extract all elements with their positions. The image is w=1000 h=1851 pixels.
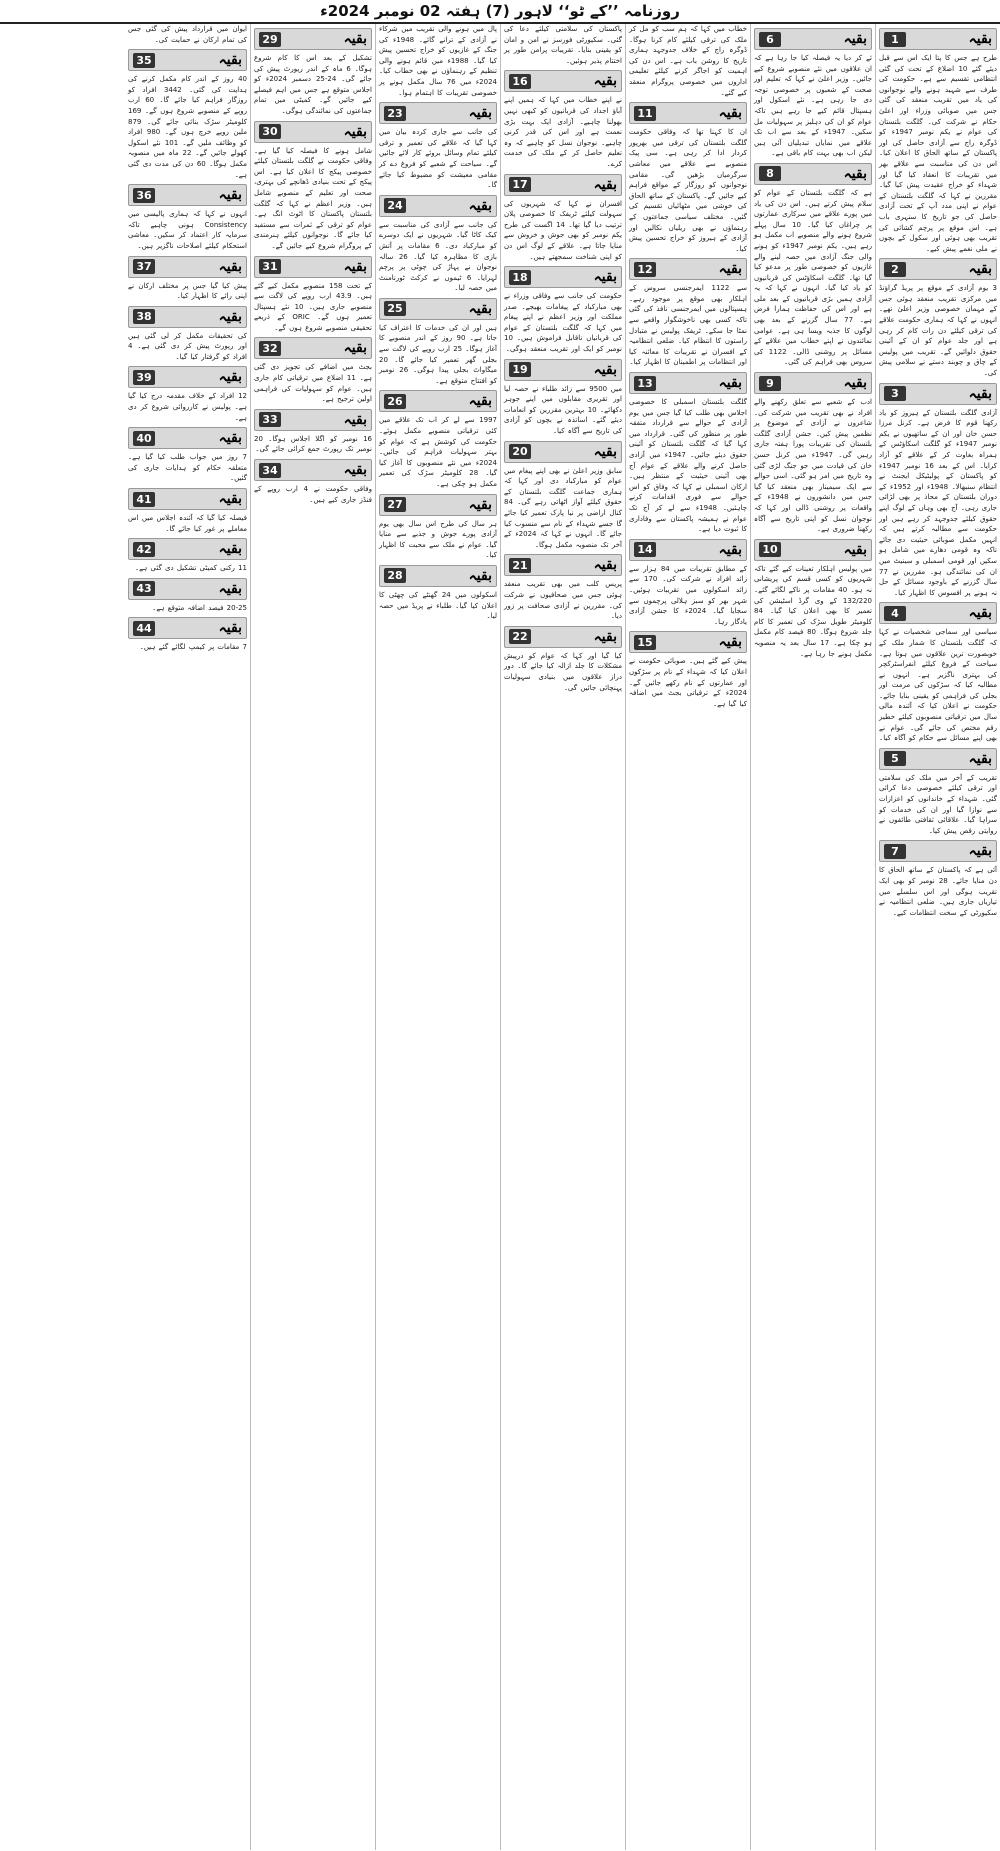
article-text: ہر سال کی طرح اس سال بھی یوم آزادی پورے جوش و جذبے سے منایا گیا۔ عوام نے ملک سے محبت کا اظہار کیا۔	[379, 519, 497, 560]
continuation-banner	[379, 494, 497, 516]
article-text: فیصلہ کیا گیا کہ آئندہ اجلاس میں اس معاملے پر غور کیا جائے گا۔	[128, 514, 247, 533]
article-continuation	[254, 121, 372, 252]
continuation-number: 4	[884, 606, 906, 621]
continuation-banner	[504, 70, 622, 92]
article-text: 16 نومبر کو اگلا اجلاس ہوگا۔ 20 نومبر تک رپورٹ جمع کرائی جائے گی۔	[254, 434, 372, 454]
continuation-label: بقیہ	[718, 375, 742, 392]
article-text: وفاقی حکومت نے 4 ارب روپے کے فنڈز جاری کیے ہیں۔	[254, 485, 372, 504]
column-7	[125, 24, 250, 1850]
article-text: کی جانب سے جاری کردہ بیان میں کہا گیا کہ علاقے کی تعمیر و ترقی کیلئے تمام وسائل بروئے کار لائے جائیں گے۔ سیاحت کے شعبے کو فروغ دے کر مقامی معیشت کو مضبوط کیا جائے گا۔	[379, 128, 497, 190]
continuation-label: بقیہ	[343, 340, 367, 357]
article-continuation	[379, 494, 497, 561]
continuation-number: 23	[384, 106, 406, 121]
continuation-label: بقیہ	[843, 375, 867, 392]
continuation-banner	[379, 390, 497, 412]
continuation-label: بقیہ	[468, 567, 492, 584]
continuation-label: بقیہ	[218, 187, 242, 204]
continuation-number: 13	[634, 376, 656, 391]
continuation-number: 15	[634, 635, 656, 650]
continuation-number: 17	[509, 177, 531, 192]
continuation-banner	[128, 366, 247, 388]
article-text: بجٹ میں اضافے کی تجویز دی گئی ہے۔ 11 اضلاع میں ترقیاتی کام جاری ہیں۔ عوام کو سہولیات کی فراہمی اولین ترجیح ہے۔	[254, 363, 372, 404]
continuation-number: 14	[634, 542, 656, 557]
article-text: پاکستان کی سلامتی کیلئے دعا کی گئی۔ سکیورٹی فورسز نے امن و امان کو یقینی بنایا۔ تقریبات پرامن طور پر اختتام پذیر ہوئیں۔	[504, 25, 622, 65]
continuation-banner	[254, 28, 372, 50]
continuation-number: 22	[509, 629, 531, 644]
continuation-banner	[128, 427, 247, 449]
continuation-label: بقیہ	[218, 308, 242, 325]
continuation-label: بقیہ	[593, 557, 617, 574]
column-6	[250, 24, 375, 1850]
continuation-label: بقیہ	[218, 258, 242, 275]
article-continuation	[128, 427, 247, 484]
article-text: نے اپنے خطاب میں کہا کہ ہمیں اپنے آباؤ اجداد کی قربانیوں کو کبھی نہیں بھولنا چاہیے۔ آزادی ایک بہت بڑی نعمت ہے اور اس کی قدر کرنی چاہیے۔ نوجوان نسل کو چاہیے کہ وہ تعلیم حاصل کر کے ملک کی خدمت کرے۔	[504, 96, 622, 168]
article-text: کے مطابق تقریبات میں 84 ہزار سے زائد افراد نے شرکت کی۔ 170 سے زائد اسکولوں میں تقریبات ہوئیں۔ شہر بھر کو سبز ہلالی پرچموں سے سجایا گیا۔ 2024ء کا جشن آزادی یادگار رہا۔	[629, 564, 747, 626]
continuation-number: 26	[384, 394, 406, 409]
continuation-banner	[879, 840, 997, 862]
article-text: ان کا کہنا تھا کہ وفاقی حکومت گلگت بلتستان کی ترقی میں بھرپور کردار ادا کر رہی ہے۔ سی پیک منصوبے سے علاقے میں معاشی سرگرمیاں بڑھیں گی۔ مقامی نوجوانوں کو روزگار کے مواقع فراہم کیے جائیں گے۔ پاکستان کے ساتھ الحاق کی خوشی میں مٹھائیاں تقسیم کی گئیں۔ مختلف سیاسی جماعتوں کے رہنماؤں نے بھی ریلیاں نکالیں اور آزادی کے ہیروز کو خراج تحسین پیش کیا۔	[629, 128, 747, 253]
continuation-number: 29	[259, 32, 281, 47]
article-continuation	[754, 539, 872, 659]
continuation-label: بقیہ	[343, 123, 367, 140]
continuation-number: 43	[133, 581, 155, 596]
continuation-number: 20	[509, 444, 531, 459]
continuation-label: بقیہ	[593, 73, 617, 90]
continuation-label: بقیہ	[593, 361, 617, 378]
article-continuation	[629, 372, 747, 535]
article-continuation	[504, 174, 622, 263]
article-text: سابق وزیر اعلیٰ نے بھی اپنے پیغام میں عوام کو مبارکباد دی اور کہا کہ ہماری جماعت گلگت بلتستان کے حقوق کیلئے آواز اٹھاتی رہے گی۔ 84 کنال اراضی پر نیا پارک تعمیر کیا جائے گا جسے شہداء کے نام سے منسوب کیا جائے گا۔ انہوں نے کہا کہ 2024ء کے آخر تک منصوبہ مکمل ہوگا۔	[504, 466, 623, 549]
article-continuation	[254, 337, 372, 404]
article-text: تقریب کے آخر میں ملک کی سلامتی اور ترقی کیلئے خصوصی دعا کرائی گئی۔ شہداء کے خاندانوں کو اعزازات سے نوازا گیا اور ان کی خدمات کو سراہا گیا۔ علاقائی ثقافتی طائفوں نے روایتی رقص پیش کیا۔	[879, 773, 997, 835]
article-text: 20-25 فیصد اضافہ متوقع ہے۔	[152, 603, 247, 612]
article-continuation	[128, 578, 247, 614]
continuation-banner	[128, 184, 247, 206]
article-continuation	[504, 359, 622, 437]
continuation-number: 16	[509, 74, 531, 89]
article-continuation	[504, 626, 622, 693]
article-continuation	[379, 102, 497, 191]
continuation-banner	[629, 539, 747, 561]
continuation-banner	[629, 631, 747, 653]
continuation-banner	[629, 102, 747, 124]
continuation-label: بقیہ	[343, 31, 367, 47]
continuation-label: بقیہ	[718, 105, 742, 122]
article-text: 12 افراد کے خلاف مقدمہ درج کیا گیا ہے۔ پولیس نے کارروائی شروع کر دی ہے۔	[128, 392, 247, 422]
continuation-banner	[754, 539, 872, 561]
continuation-number: 35	[133, 53, 155, 68]
continuation-number: 42	[133, 542, 155, 557]
continuation-number: 10	[759, 542, 781, 557]
continuation-banner	[504, 441, 622, 463]
continuation-label: بقیہ	[218, 620, 242, 637]
article-text: پریس کلب میں بھی تقریب منعقد ہوئی جس میں صحافیوں نے شرکت کی۔ مقررین نے آزادی صحافت پر زور دیا۔	[504, 580, 622, 621]
article-text: طرح ہے جس کا پتا ایک اس سے قبل دیئے گئے 10 اضلاع کے تحت کی گئی انتظامی تقسیم سے ہے۔ حکومت کی طرف سے شہید ہونے والے نوجوانوں کی یاد میں تقریب منعقد کی گئی جس میں صوبائی وزراء اور اعلیٰ حکام نے شرکت کی۔ گلگت بلتستان کی عوام نے یکم نومبر 1947ء کو ڈوگرہ راج سے آزادی حاصل کی اور پاکستان کے ساتھ الحاق کا اعلان کیا۔ اس دن کی مناسبت سے علاقے بھر میں تقریبات کا انعقاد کیا گیا اور شہداء کو خراج عقیدت پیش کیا گیا۔ مقررین نے کہا کہ گلگت بلتستان کے عوام نے اپنی مدد آپ کے تحت آزادی حاصل کی جو تاریخ کا سنہری باب ہے۔ اس موقع پر پرچم کشائی کی تقریب بھی ہوئی اور سکول کے بچوں نے ملی نغمے پیش کیے۔	[879, 54, 997, 253]
continuation-label: بقیہ	[468, 300, 492, 317]
article-continuation	[629, 631, 747, 709]
article-continuation	[128, 24, 247, 45]
continuation-label: بقیہ	[593, 443, 617, 460]
continuation-banner	[879, 28, 997, 50]
article-text: ہے کہ گلگت بلتستان کے عوام کو سلام پیش کرتے ہیں۔ اس دن کی یاد میں پورے علاقے میں سرکاری عمارتوں پر چراغاں کیا گیا۔ 10 سال پہلے شروع ہونے والے منصوبے اب مکمل ہو رہے ہیں۔ یکم نومبر 1947ء کو ہونے والی جنگ آزادی میں حصہ لینے والے غازیوں کو خصوصی طور پر مدعو کیا گیا تھا۔ گلگت اسکاؤٹس کی قربانیوں کو یاد کیا گیا۔ انہوں نے کہا کہ یہ آزادی ہمیں بڑی قربانیوں کے بعد ملی ہے اور اس کی حفاظت ہمارا فرض ہے۔ 77 سال گزرنے کے بعد بھی لوگوں کا جذبہ ویسا ہی ہے۔ عوامی نمائندوں نے اپنے خطاب میں علاقے کے مسائل پر روشنی ڈالی۔ 1122 کی سروس بھی فراہم کی گئی۔	[754, 188, 873, 367]
continuation-label: بقیہ	[718, 541, 742, 558]
continuation-banner	[879, 748, 997, 770]
article-continuation	[629, 102, 747, 254]
masthead	[0, 0, 1000, 24]
continuation-label: بقیہ	[468, 105, 492, 122]
continuation-number: 5	[884, 751, 906, 766]
continuation-number: 37	[133, 259, 155, 274]
continuation-banner	[254, 121, 372, 143]
article-text: شامل ہونے کا فیصلہ کیا گیا ہے۔ وفاقی حکومت نے گلگت بلتستان کیلئے خصوصی پیکج کا اعلان کیا ہے۔ اس پیکج کے تحت بنیادی ڈھانچے کی بہتری، صحت اور تعلیم کے منصوبے شامل ہیں۔ وزیر اعظم نے کہا کہ گلگت بلتستان پاکستان کا اٹوٹ انگ ہے۔ عوام کو ترقی کے ثمرات سے مستفید کیا جائے گا۔ نوجوانوں کیلئے ہنرمندی کے پروگرام شروع کیے جائیں گے۔	[254, 146, 372, 250]
continuation-banner	[754, 163, 872, 185]
continuation-number: 7	[884, 844, 906, 859]
column-1	[875, 24, 1000, 1850]
article-continuation	[879, 28, 997, 254]
article-continuation	[629, 258, 747, 368]
continuation-label: بقیہ	[968, 385, 992, 402]
article-continuation	[504, 554, 622, 621]
continuation-label: بقیہ	[843, 541, 867, 558]
continuation-banner	[254, 459, 372, 481]
continuation-label: بقیہ	[718, 634, 742, 651]
article-continuation	[379, 390, 497, 489]
article-text: ہیں اور ان کی خدمات کا اعتراف کیا جاتا ہے۔ 90 روز کے اندر منصوبے کا آغاز ہوگا۔ 25 ارب روپے کی لاگت سے بجلی گھر تعمیر کیا جائے گا۔ 20 میگاواٹ بجلی پیدا ہوگی۔ 26 نومبر کو افتتاح متوقع ہے۔	[379, 323, 498, 385]
article-continuation	[504, 441, 622, 551]
article-continuation	[754, 372, 872, 535]
continuation-label: بقیہ	[843, 31, 867, 47]
article-text: کی تحقیقات مکمل کر لی گئی ہیں اور رپورٹ پیش کر دی گئی ہے۔ 4 افراد کو گرفتار کیا گیا۔	[128, 331, 247, 361]
article-text: ایوان میں قرارداد پیش کی گئی جس کی تمام ارکان نے حمایت کی۔	[128, 25, 247, 44]
article-text: 3 یوم آزادی کے موقع پر پریڈ گراؤنڈ میں مرکزی تقریب منعقد ہوئی جس کے مہمان خصوصی وزیر اعلیٰ تھے۔ انہوں نے کہا کہ ہماری حکومت علاقے کی ترقی کیلئے دن رات کام کر رہی ہے اور جلد عوام کو ان کے آئینی حقوق دلوائیں گے۔ تقریب میں پولیس کے چاق و چوبند دستے نے سلامی پیش کی۔	[879, 284, 997, 378]
article-continuation	[879, 258, 997, 378]
continuation-banner	[504, 174, 622, 196]
continuation-label: بقیہ	[968, 750, 992, 767]
continuation-label: بقیہ	[593, 269, 617, 286]
continuation-label: بقیہ	[468, 197, 492, 214]
continuation-label: بقیہ	[218, 491, 242, 508]
continuation-label: بقیہ	[593, 628, 617, 645]
article-text: 11 رکنی کمیٹی تشکیل دی گئی ہے۔	[134, 564, 247, 573]
continuation-number: 3	[884, 386, 906, 401]
continuation-number: 39	[133, 370, 155, 385]
article-text: میں پولیس اہلکار تعینات کیے گئے تاکہ شہریوں کو کسی قسم کی پریشانی نہ ہو۔ 40 مقامات پر ناکے لگائے گئے۔ 132/220 کے وی گرڈ اسٹیشن کی تعمیر کا بھی اعلان کیا گیا۔ 84 کلومیٹر طویل سڑک کی تعمیر کا کام جلد شروع ہوگا۔ 80 فیصد کام مکمل ہو چکا ہے۔ 17 سال بعد یہ منصوبہ مکمل ہونے جا رہا ہے۔	[754, 564, 872, 658]
continuation-banner	[128, 306, 247, 328]
continuation-banner	[504, 359, 622, 381]
article-continuation	[379, 565, 497, 622]
article-continuation	[128, 184, 247, 251]
article-continuation	[128, 306, 247, 363]
article-continuation	[879, 602, 997, 744]
article-text: کیا گیا اور کہا کہ عوام کو درپیش مشکلات کا جلد ازالہ کیا جائے گا۔ دور دراز علاقوں میں بنیادی سہولیات پہنچائی جائیں گی۔	[504, 651, 622, 692]
continuation-number: 2	[884, 262, 906, 277]
continuation-number: 38	[133, 309, 155, 324]
article-text: سے 1122 ایمرجنسی سروس کے اہلکار بھی موقع پر موجود رہے۔ ہسپتالوں میں ایمرجنسی نافذ کی گئی تاکہ کسی بھی ناخوشگوار واقعے سے نمٹا جا سکے۔ ٹریفک پولیس نے متبادل راستوں کا انتظام کیا۔ ضلعی انتظامیہ کے افسران نے تقریبات کا معائنہ کیا اور انتظامات پر اطمینان کا اظہار کیا۔	[629, 284, 747, 367]
continuation-banner	[128, 617, 247, 639]
article-continuation	[128, 49, 247, 180]
continuation-number: 11	[634, 106, 656, 121]
continuation-label: بقیہ	[593, 176, 617, 193]
continuation-banner	[879, 383, 997, 405]
continuation-banner	[629, 372, 747, 394]
continuation-banner	[504, 626, 622, 648]
masthead-title: روزنامہ ’’کے ٹو‘‘ لاہور (7) ہفتہ 02 نومبر 2024ء	[320, 2, 680, 20]
continuation-banner	[128, 578, 247, 600]
continuation-number: 33	[259, 412, 281, 427]
continuation-number: 12	[634, 262, 656, 277]
continuation-number: 28	[384, 568, 406, 583]
article-text: گلگت بلتستان اسمبلی کا خصوصی اجلاس بھی طلب کیا گیا جس میں یوم آزادی کے حوالے سے قرارداد متفقہ طور پر منظور کی گئی۔ قرارداد میں کہا گیا کہ گلگت بلتستان کو آئینی حقوق دیئے جائیں۔ 1947ء میں آزادی حاصل کرنے والے علاقے کے عوام آج بھی آئینی حیثیت کے منتظر ہیں۔ ارکان اسمبلی نے کہا کہ وفاق کو اس حوالے سے فوری اقدامات کرنے چاہئیں۔ 1948ء سے لے کر آج تک عوام نے ہمیشہ پاکستان سے وفاداری کا ثبوت دیا ہے۔	[629, 398, 747, 534]
continuation-number: 21	[509, 558, 531, 573]
continuation-label: بقیہ	[968, 605, 992, 622]
continuation-number: 19	[509, 362, 531, 377]
continuation-label: بقیہ	[968, 843, 992, 860]
continuation-label: بقیہ	[218, 430, 242, 447]
column-5	[375, 24, 500, 1850]
article-continuation	[128, 538, 247, 574]
continuation-banner	[754, 372, 872, 394]
continuation-label: بقیہ	[343, 411, 367, 428]
continuation-number: 9	[759, 376, 781, 391]
continuation-banner	[379, 195, 497, 217]
article-text: 40 روز کے اندر کام مکمل کرنے کی ہدایت کی گئی۔ 3442 افراد کو روزگار فراہم کیا جائے گا۔ 60 ارب روپے کے منصوبے شروع ہوں گے۔ 169 کلومیٹر سڑک بنائی جائے گی۔ 879 ملین روپے خرچ ہوں گے۔ 980 افراد کو وظائف ملیں گے۔ 101 نئے اسکول کھولے جائیں گے۔ 22 ماہ میں منصوبہ مکمل ہوگا۔ 60 دن کی مدت دی گئی ہے۔	[128, 75, 247, 179]
article-continuation	[629, 539, 747, 628]
continuation-number: 27	[384, 497, 406, 512]
continuation-banner	[128, 256, 247, 278]
continuation-label: بقیہ	[218, 369, 242, 386]
article-text: پیش کیے گئے ہیں۔ صوبائی حکومت نے اعلان کیا کہ شہداء کے نام پر سڑکوں اور عمارتوں کے نام رکھے جائیں گے۔ 2024ء کے ترقیاتی بجٹ میں اضافہ کیا گیا ہے۔	[629, 657, 747, 708]
article-text: انہوں نے کہا کہ ہماری پالیسی میں Consistency ہونی چاہیے تاکہ سرمایہ کار اعتماد کر سکیں۔ معاشی استحکام کیلئے اصلاحات ناگزیر ہیں۔	[128, 210, 247, 250]
article-continuation	[629, 24, 747, 98]
newspaper-page	[0, 24, 1000, 1850]
continuation-banner	[504, 266, 622, 288]
article-text: آزادی گلگت بلتستان کے ہیروز کو یاد رکھنا قوم کا فرض ہے۔ کرنل مرزا حسن خان اور ان کے ساتھیوں نے یکم نومبر 1947ء کو گلگت اسکاؤٹس کے ہمراہ بغاوت کر کے علاقے کو آزاد کرایا۔ اس کے بعد 16 نومبر 1947ء کو پاکستان کے پولیٹیکل ایجنٹ نے انتظام سنبھالا۔ 1948ء اور 1952ء کے دوران بلتستان کے محاذ پر بھی لڑائی جاری رہی۔ آج بھی وہاں کے لوگ اپنے حقوق کیلئے جدوجہد کر رہے ہیں اور حکومت سے مطالبہ کرتے ہیں کہ انہیں مکمل صوبائی حیثیت دی جائے تاکہ وہ قومی دھارے میں شامل ہو سکیں اور قومی اسمبلی و سینیٹ میں ان کی نمائندگی ہو۔ مقررین نے 77 سال گزرنے کے باوجود مسائل کے حل نہ ہونے پر افسوس کا اظہار کیا۔	[879, 408, 997, 597]
continuation-number: 40	[133, 431, 155, 446]
continuation-label: بقیہ	[843, 165, 867, 182]
continuation-label: بقیہ	[218, 541, 242, 558]
article-continuation	[504, 70, 622, 169]
continuation-number: 34	[259, 463, 281, 478]
continuation-label: بقیہ	[218, 52, 242, 69]
continuation-label: بقیہ	[718, 261, 742, 278]
article-text: پال میں ہونے والی تقریب میں شرکاء نے آزادی کے ترانے گائے۔ 1948ء کی جنگ کے غازیوں کو خراج تحسین پیش کیا گیا۔ 1988ء میں قائم ہونے والی تنظیم کے رہنماؤں نے بھی خطاب کیا۔ 2024ء میں 76 سال مکمل ہونے پر خصوصی تقریبات کا اہتمام ہوا۔	[379, 25, 497, 97]
article-continuation	[504, 266, 622, 355]
continuation-label: بقیہ	[968, 31, 992, 47]
continuation-banner	[379, 102, 497, 124]
article-continuation	[504, 24, 622, 66]
continuation-banner	[254, 337, 372, 359]
column-4	[500, 24, 625, 1850]
article-continuation	[754, 28, 872, 159]
column-3	[625, 24, 750, 1850]
continuation-number: 44	[133, 621, 155, 636]
article-text: حکومت کی جانب سے وفاقی وزراء نے بھی مبارکباد کے پیغامات بھیجے۔ صدر مملکت اور وزیر اعظم نے اپنے پیغام میں کہا کہ گلگت بلتستان کے عوام کی قربانیاں ناقابل فراموش ہیں۔ 10 نومبر کو ایک اور تقریب منعقد ہوگی۔	[504, 292, 622, 354]
article-continuation	[128, 617, 247, 653]
article-text: میں 9500 سے زائد طلباء نے حصہ لیا اور تقریری مقابلوں میں اپنے جوہر دکھائے۔ 10 بہترین مقررین کو انعامات دیئے گئے۔ اساتذہ نے بچوں کو آزادی کی تاریخ سے آگاہ کیا۔	[504, 384, 623, 436]
article-continuation	[879, 840, 997, 918]
continuation-label: بقیہ	[218, 580, 242, 597]
continuation-label: بقیہ	[468, 393, 492, 410]
article-continuation	[254, 459, 372, 505]
article-text: پیش کیا گیا جس پر مختلف ارکان نے اپنی رائے کا اظہار کیا۔	[128, 281, 247, 301]
continuation-number: 25	[384, 301, 406, 316]
article-text: اسکولوں میں 24 گھنٹے کی چھٹی کا اعلان کیا گیا۔ طلباء نے پریڈ میں حصہ لیا۔	[379, 590, 497, 621]
continuation-banner	[629, 258, 747, 280]
article-continuation	[128, 366, 247, 423]
continuation-banner	[879, 258, 997, 280]
continuation-number: 8	[759, 166, 781, 181]
column-2	[750, 24, 875, 1850]
article-text: خطاب میں کہا کہ ہم سب کو مل کر ملک کی ترقی کیلئے کام کرنا ہوگا۔ ڈوگرہ راج کے خلاف جدوجہد ہماری تاریخ کا روشن باب ہے۔ اس دن کی اہمیت کو اجاگر کرنے کیلئے تعلیمی اداروں میں خصوصی پروگرام منعقد کیے گئے۔	[629, 25, 747, 97]
continuation-banner	[879, 602, 997, 624]
continuation-number: 1	[884, 32, 906, 47]
continuation-number: 36	[133, 188, 155, 203]
article-continuation	[754, 163, 872, 368]
article-text: ئے کر دیا یہ فیصلہ کیا جا رہا ہے کہ ان علاقوں میں نئے منصوبے شروع کیے جائیں۔ وزیر اعلیٰ نے کہا کہ تعلیم اور صحت کے شعبوں پر خصوصی توجہ دی جا رہی ہے۔ نئے اسکول اور ہسپتال قائم کیے جا رہے ہیں تاکہ عوام کو ان کی دہلیز پر سہولیات مل سکیں۔ 1947ء کے بعد سے اب تک علاقے میں نمایاں تبدیلیاں آئی ہیں لیکن اب بھی بہت کام باقی ہے۔	[754, 54, 872, 158]
continuation-banner	[754, 28, 872, 50]
article-continuation	[879, 383, 997, 599]
article-continuation	[379, 298, 497, 387]
article-continuation	[379, 195, 497, 294]
continuation-number: 32	[259, 341, 281, 356]
article-continuation	[879, 748, 997, 837]
continuation-number: 18	[509, 270, 531, 285]
continuation-number: 30	[259, 124, 281, 139]
article-continuation	[379, 24, 497, 98]
continuation-number: 6	[759, 32, 781, 47]
continuation-banner	[504, 554, 622, 576]
continuation-number: 24	[384, 198, 406, 213]
article-text: 1997 سے لے کر اب تک علاقے میں کئی ترقیاتی منصوبے مکمل ہوئے۔ حکومت کی کوشش ہے کہ عوام کو بہتر سہولیات فراہم کی جائیں۔ 2024ء میں نئے منصوبوں کا آغاز کیا گیا۔ 28 کلومیٹر سڑک کی تعمیر مکمل ہو چکی ہے۔	[379, 416, 497, 488]
continuation-banner	[254, 256, 372, 278]
article-continuation	[254, 256, 372, 334]
article-text: سیاسی اور سماجی شخصیات نے کہا کہ گلگت بلتستان کا شمار ملک کے خوبصورت ترین علاقوں میں ہوتا ہے۔ سیاحت کے فروغ کیلئے انفراسٹرکچر کی بہتری ناگزیر ہے۔ انہوں نے مطالبہ کیا کہ سڑکوں کی مرمت اور بجلی کی فراہمی کو یقینی بنایا جائے۔ حکومت نے اعلان کیا کہ آئندہ مالی سال میں ترقیاتی منصوبوں کیلئے خطیر رقم مختص کی جائے گی۔ عوام نے بھی اپنے مسائل سے حکام کو آگاہ کیا۔	[879, 628, 997, 743]
article-text: تشکیل کے بعد اس کا کام شروع ہوگا۔ 6 ماہ کے اندر رپورٹ پیش کی جائے گی۔ 24-25 دسمبر 2024ء کو اجلاس متوقع ہے جس میں اہم فیصلے کیے جائیں گے۔ کمیٹی میں تمام جماعتوں کی نمائندگی ہوگی۔	[254, 54, 372, 115]
article-text: ادب کے شعبے سے تعلق رکھنے والے افراد نے بھی تقریب میں شرکت کی۔ شاعروں نے آزادی کے موضوع پر نظمیں پیش کیں۔ جشن آزادی گلگت بلتستان کی تقریبات پورا ہفتہ جاری رہیں گی۔ 1947ء میں کرنل حسن خان کی قیادت میں جو جنگ لڑی گئی وہ تاریخ میں امر ہو گئی۔ اسی حوالے سے ایک سیمینار بھی منعقد کیا گیا جس میں دانشوروں نے 1948ء کے واقعات پر روشنی ڈالی اور کہا کہ نوجوان نسل کو اپنی تاریخ سے آگاہ رکھنا ضروری ہے۔	[754, 398, 872, 534]
continuation-banner	[379, 298, 497, 320]
article-text: کے تحت 158 منصوبے مکمل کیے گئے ہیں۔ 43.9 ارب روپے کی لاگت سے منصوبے جاری ہیں۔ 10 نئے ہسپتال تعمیر ہوں گے۔ ORIC کے ذریعے تحقیقی منصوبے شروع ہوں گے۔	[254, 281, 373, 332]
continuation-label: بقیہ	[343, 462, 367, 479]
continuation-banner	[128, 49, 247, 71]
article-text: افسران نے کہا کہ شہریوں کی سہولت کیلئے ٹریفک کا خصوصی پلان ترتیب دیا گیا تھا۔ 14 اگست کی طرح یکم نومبر کو بھی جوش و خروش سے منایا جاتا ہے۔ علاقے کے لوگ اس دن کو اپنی شناخت سمجھتے ہیں۔	[504, 199, 622, 261]
article-text: 7 مقامات پر کیمپ لگائے گئے ہیں۔	[139, 643, 247, 652]
continuation-banner	[128, 488, 247, 510]
article-text: 7 روز میں جواب طلب کیا گیا ہے۔ متعلقہ حکام کو ہدایات جاری کی گئیں۔	[128, 453, 247, 483]
article-continuation	[254, 409, 372, 455]
continuation-banner	[254, 409, 372, 431]
continuation-banner	[379, 565, 497, 587]
article-continuation	[128, 256, 247, 302]
article-continuation	[254, 28, 372, 117]
continuation-label: بقیہ	[968, 261, 992, 278]
continuation-number: 31	[259, 259, 281, 274]
article-continuation	[128, 488, 247, 534]
continuation-banner	[128, 538, 247, 560]
article-text: کی جانب سے آزادی کی مناسبت سے کیک کاٹا گیا۔ شہریوں نے ایک دوسرے کو مبارکباد دی۔ 6 مقامات پر آتش بازی کا مظاہرہ کیا گیا۔ 26 سالہ نوجوان نے پہاڑ کی چوٹی پر پرچم لہرایا۔ 6 ٹیموں نے کرکٹ ٹورنامنٹ میں حصہ لیا۔	[379, 220, 497, 293]
continuation-number: 41	[133, 492, 155, 507]
continuation-label: بقیہ	[343, 258, 367, 275]
continuation-label: بقیہ	[468, 496, 492, 513]
article-text: آئی ہے کہ پاکستان کے ساتھ الحاق کا دن منایا جائے۔ 28 نومبر کو بھی ایک تقریب ہوگی اور اس سلسلے میں تیاریاں جاری ہیں۔ ضلعی انتظامیہ نے سکیورٹی کے سخت انتظامات کیے۔	[879, 866, 998, 917]
